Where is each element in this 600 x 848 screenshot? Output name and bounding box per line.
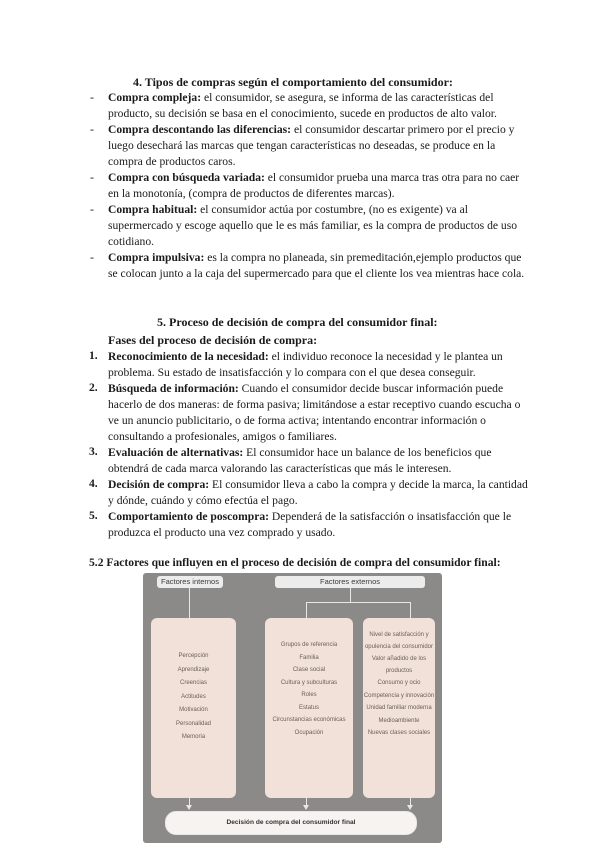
- factor-label: Circunstancias económicas: [272, 717, 346, 723]
- section-5-title: 5. Proceso de decisión de compra del consumidor final:: [157, 315, 438, 329]
- phase-description: El consumidor lleva a cabo la compra y decide la marca, la cantidad y dónde, cuándo y cómo efectúa el pago.: [108, 478, 528, 507]
- section-4-title: 4. Tipos de compras según el comportamiento del consumidor:: [133, 75, 453, 89]
- final-decision-box: Decisión de compra del consumidor final: [165, 811, 417, 835]
- factor-label: Creencias: [179, 680, 207, 686]
- factor-label: Medioambiente: [378, 717, 420, 724]
- phase-description: El consumidor hace un balance de los beneficios que obtendrá de cada marca valorando las características que más le interesen.: [108, 446, 492, 475]
- purchase-type-description: es la compra no planeada, sin premeditación,ejemplo productos que se colocan junto a la caja del supermercado para que el cliente los vea mientras hace cola.: [108, 251, 525, 280]
- purchase-type-description: el consumidor descartar primero por el precio y luego desechará las marcas que tengan características no deseadas, se produce en la compra de productos caros.: [108, 123, 515, 168]
- internal-factors-header: Factores internos: [157, 576, 223, 588]
- purchase-type-description: el consumidor actúa por costumbre, (no es exigente) va al supermercado y escoge aquello que le es más familiar, es la compra de productos de uso cotidiano.: [108, 203, 518, 248]
- bullet-dash: -: [90, 202, 94, 216]
- bullet-dash: -: [90, 250, 94, 264]
- purchase-type-item: [108, 250, 528, 282]
- decision-phase-item: [108, 477, 528, 509]
- phase-number: 4.: [89, 477, 98, 490]
- internal-factors-box: [151, 618, 236, 798]
- arrow-down-icon: [186, 805, 192, 810]
- factors-diagram: [143, 573, 442, 843]
- purchase-type-description: el consumidor prueba una marca tras otra para no caer en la monotonía, (compra de productos de diferentes marcas).: [108, 171, 520, 200]
- factor-label: Unidad familiar moderna: [366, 705, 432, 711]
- connector-line: [306, 602, 307, 618]
- purchase-type-term: Compra impulsiva:: [108, 251, 205, 264]
- bullet-dash: -: [90, 170, 94, 184]
- external-factors-economic-box: [363, 618, 435, 798]
- phase-number: 1.: [89, 349, 98, 362]
- phase-description: el individuo reconoce la necesidad y le plantea un problema. Su estado de insatisfacción y lo compara con el que desea conseguir.: [108, 350, 503, 379]
- bullet-dash: -: [90, 122, 94, 136]
- factor-label: Nivel de satisfacción y opulencia del consumidor: [364, 632, 434, 650]
- connector-line: [410, 602, 411, 618]
- section-5-subtitle: Fases del proceso de decisión de compra:: [108, 333, 318, 347]
- connector-line: [306, 602, 410, 603]
- purchase-type-term: Compra con búsqueda variada:: [108, 171, 265, 184]
- phase-term: Evaluación de alternativas:: [108, 446, 244, 459]
- phase-term: Comportamiento de poscompra:: [108, 510, 270, 523]
- factor-label: Grupos de referencia: [280, 642, 338, 648]
- phase-term: Decisión de compra:: [108, 478, 210, 491]
- section-5-2-title: 5.2 Factores que influyen en el proceso de decisión de compra del consumidor final:: [89, 556, 501, 569]
- factor-label: Actitudes: [181, 693, 206, 700]
- phase-description: Cuando el consumidor decide buscar información puede hacerlo de dos maneras: de forma pasiva; limitándose a estar receptivo cuando escucha o ve un anuncio publicitario, o de forma activa; intentando encontrar información o consultando a profesionales, amigos o familiares.: [108, 382, 521, 443]
- purchase-type-term: Compra compleja:: [108, 91, 202, 104]
- phase-number: 5.: [89, 509, 98, 522]
- phase-number: 2.: [89, 381, 98, 394]
- decision-phase-item: [108, 445, 528, 477]
- purchase-type-item: [108, 202, 528, 250]
- phase-number: 3.: [89, 445, 98, 458]
- factor-label: Personalidad: [175, 720, 212, 727]
- decision-phase-item: [108, 349, 528, 381]
- factor-label: Memoria: [181, 734, 206, 740]
- phase-term: Búsqueda de información:: [108, 382, 239, 395]
- arrow-down-icon: [303, 805, 309, 810]
- phase-term: Reconocimiento de la necesidad:: [108, 350, 269, 363]
- purchase-type-item: [108, 170, 528, 202]
- purchase-type-item: [108, 122, 528, 170]
- phase-description: Dependerá de la satisfacción o insatisfacción que le produzca el producto una vez comprado y usado.: [108, 510, 512, 539]
- decision-phase-item: [108, 381, 528, 445]
- factor-label: Percepción: [178, 653, 209, 659]
- purchase-type-term: Compra descontando las diferencias:: [108, 123, 292, 136]
- purchase-type-description: el consumidor, se asegura, se informa de las características del producto, su decisión se basa en el conocimiento, sucede en productos de alto valor.: [108, 91, 497, 120]
- external-factors-header: Factores externos: [275, 576, 425, 588]
- external-factors-social-box: [265, 618, 353, 798]
- factor-label: Roles: [301, 692, 317, 698]
- arrow-down-icon: [407, 805, 413, 810]
- factor-label: Nuevas clases sociales: [367, 730, 431, 736]
- connector-line: [350, 588, 351, 602]
- factor-label: Valor añadido de los productos: [371, 656, 427, 674]
- factor-label: Motivación: [179, 707, 208, 713]
- connector-line: [189, 588, 190, 618]
- purchase-type-item: [108, 90, 528, 122]
- factor-label: Clase social: [292, 667, 326, 673]
- factor-label: Competencia y innovación: [363, 692, 435, 699]
- factor-label: Consumo y ocio: [377, 680, 421, 686]
- factor-label: Cultura y subculturas: [280, 679, 338, 686]
- factor-label: Estatus: [298, 704, 319, 711]
- decision-phase-item: [108, 509, 528, 541]
- factor-label: Familia: [299, 654, 319, 661]
- factor-label: Aprendizaje: [177, 666, 210, 673]
- bullet-dash: -: [90, 90, 94, 104]
- factor-label: Ocupación: [294, 729, 324, 736]
- purchase-type-term: Compra habitual:: [108, 203, 198, 216]
